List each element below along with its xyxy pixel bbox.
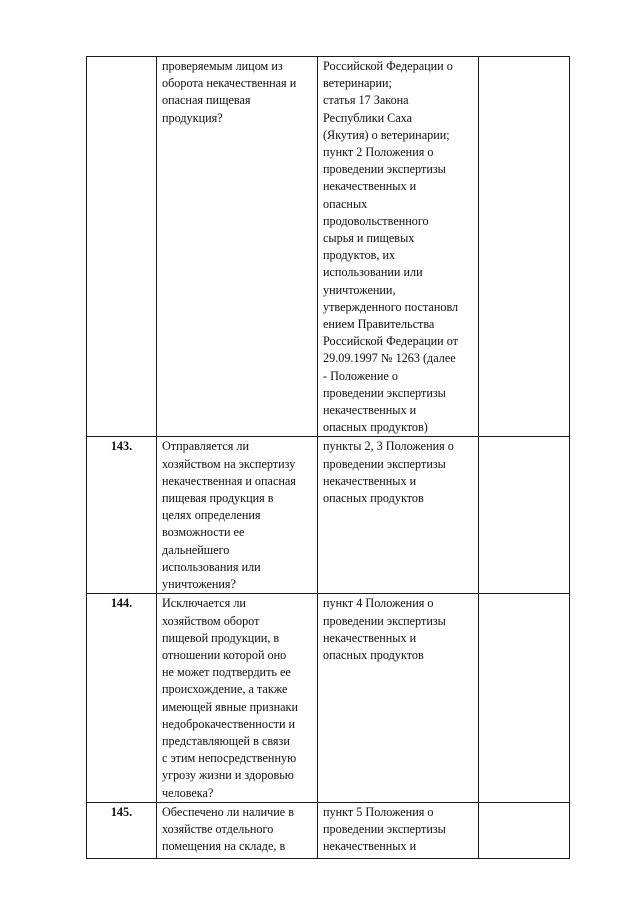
answer-cell	[479, 57, 570, 437]
row-number-cell: 145.	[87, 802, 157, 858]
table-row	[87, 594, 570, 802]
row-number-cell: 143.	[87, 437, 157, 594]
answer-cell	[479, 802, 570, 858]
reference-cell: Российской Федерации о ветеринарии; статья 17 Закона Республики Саха (Якутия) о ветеринарии; пункт 2 Положения о проведении экспертизы некачественных и опасных продовольственного сырья и пищевых продуктов, их использовании или уничтожении, утвержденного постановл ением Правительства Российской Федерации от 29.09.1997 № 1263 (далее - Положение о проведении экспертизы некачественных и опасных продуктов)	[318, 57, 479, 437]
table-row	[87, 802, 570, 858]
table-row	[87, 437, 570, 594]
reference-cell: пункт 4 Положения о проведении экспертизы некачественных и опасных продуктов	[318, 594, 479, 802]
question-cell: проверяемым лицом из оборота некачественная и опасная пищевая продукция?	[157, 57, 318, 437]
table-row	[87, 57, 570, 437]
checklist-table	[86, 56, 570, 859]
question-cell: Отправляется ли хозяйством на экспертизу некачественная и опасная пищевая продукция в целях определения возможности ее дальнейшего использования или уничтожения?	[157, 437, 318, 594]
answer-cell	[479, 437, 570, 594]
row-number-cell: 144.	[87, 594, 157, 802]
reference-cell: пункты 2, 3 Положения о проведении экспертизы некачественных и опасных продуктов	[318, 437, 479, 594]
answer-cell	[479, 594, 570, 802]
question-cell: Исключается ли хозяйством оборот пищевой продукции, в отношении которой оно не может подтвердить ее происхождение, а также имеющей явные признаки недоброкачественности и представляющей в связи с этим непосредственную угрозу жизни и здоровью человека?	[157, 594, 318, 802]
reference-cell: пункт 5 Положения о проведении экспертизы некачественных и	[318, 802, 479, 858]
question-cell: Обеспечено ли наличие в хозяйстве отдельного помещения на складе, в	[157, 802, 318, 858]
row-number-cell	[87, 57, 157, 437]
